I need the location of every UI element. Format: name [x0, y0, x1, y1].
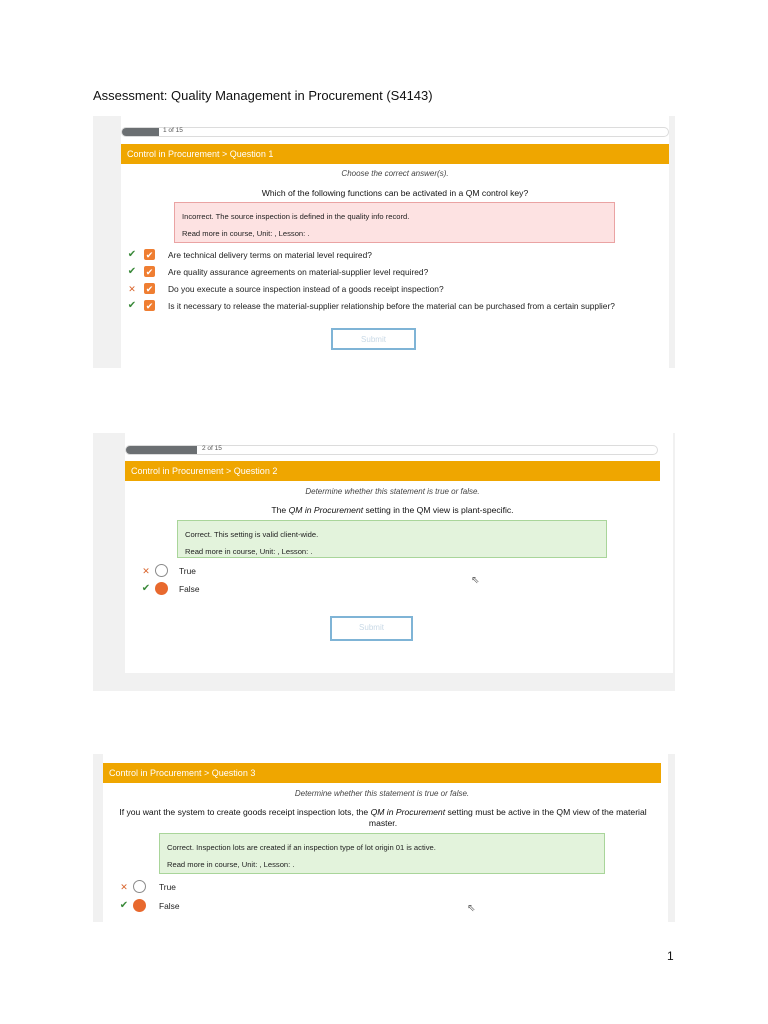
- page-number: 1: [667, 949, 674, 963]
- feedback-correct: [159, 833, 605, 874]
- option-label: False: [179, 584, 200, 594]
- radio-button-selected[interactable]: [155, 582, 168, 595]
- option-label: Are quality assurance agreements on material-supplier level required?: [168, 267, 429, 277]
- question-3-card: [103, 754, 668, 922]
- feedback-read-more: Read more in course, Unit: , Lesson: .: [182, 229, 310, 238]
- x-mark-icon: ✕: [128, 284, 136, 294]
- progress-fill: [126, 446, 197, 454]
- checkbox-checked[interactable]: ✔: [145, 250, 154, 260]
- checkmark-icon: ✔: [141, 583, 151, 594]
- progress-bar: [125, 445, 658, 455]
- question-text-end: setting must be active in the QM view of the material master.: [368, 807, 647, 828]
- progress-bar: [121, 127, 669, 137]
- document-title: Assessment: Quality Management in Procurement (S4143): [93, 88, 433, 103]
- question-header: Control in Procurement > Question 2: [125, 461, 660, 481]
- instruction-text: Determine whether this statement is true or false.: [294, 789, 470, 798]
- question-2-card: [125, 433, 673, 673]
- feedback-message: Incorrect. The source inspection is defined in the quality info record.: [182, 212, 410, 221]
- checkmark-icon: ✔: [127, 300, 137, 311]
- progress-text: 2 of 15: [202, 445, 222, 452]
- radio-button-selected[interactable]: [133, 899, 146, 912]
- feedback-incorrect: [174, 202, 615, 243]
- question-text: [125, 505, 660, 516]
- question-3-screenshot: [93, 754, 675, 922]
- answer-option[interactable]: [127, 248, 667, 262]
- option-label: False: [159, 901, 180, 911]
- mouse-pointer-icon: ⇖: [471, 575, 480, 586]
- progress-fill: [122, 128, 159, 136]
- checkmark-icon: ✔: [127, 249, 137, 260]
- checkbox-checked[interactable]: ✔: [145, 284, 154, 294]
- question-text-emphasis: QM in Procurement: [288, 505, 364, 515]
- submit-button[interactable]: Submit: [330, 616, 413, 641]
- option-label: Are technical delivery terms on material level required?: [168, 250, 372, 260]
- answer-option[interactable]: [119, 899, 319, 913]
- radio-button[interactable]: [133, 880, 146, 893]
- answer-option[interactable]: [141, 564, 341, 578]
- answer-option[interactable]: [119, 880, 319, 894]
- radio-button[interactable]: [155, 564, 168, 577]
- question-text: [105, 807, 661, 829]
- checkbox-checked[interactable]: ✔: [145, 267, 154, 277]
- question-header: Control in Procurement > Question 1: [121, 144, 669, 164]
- question-text-emphasis: QM in Procurement: [370, 807, 446, 817]
- question-1-card: [121, 116, 669, 368]
- question-header: Control in Procurement > Question 3: [103, 763, 661, 783]
- mouse-pointer-icon: ⇖: [467, 903, 476, 914]
- checkmark-icon: ✔: [127, 266, 137, 277]
- checkbox-checked[interactable]: ✔: [145, 301, 154, 311]
- progress-text: 1 of 15: [163, 127, 183, 134]
- feedback-correct: [177, 520, 607, 558]
- option-label: True: [179, 566, 196, 576]
- feedback-message: Correct. This setting is valid client-wide.: [185, 530, 319, 539]
- instruction-text: Choose the correct answer(s).: [341, 169, 449, 178]
- option-label: True: [159, 882, 176, 892]
- feedback-message: Correct. Inspection lots are created if an inspection type of lot origin 01 is active.: [167, 843, 436, 852]
- question-text-start: If you want the system to create goods receipt inspection lots, the: [119, 807, 371, 817]
- question-1-screenshot: [93, 116, 675, 368]
- question-2-screenshot: [93, 433, 675, 691]
- x-mark-icon: ✕: [120, 882, 128, 892]
- feedback-read-more: Read more in course, Unit: , Lesson: .: [185, 547, 313, 556]
- question-text-start: The: [271, 505, 289, 515]
- option-label: Do you execute a source inspection instead of a goods receipt inspection?: [168, 284, 444, 294]
- answer-option[interactable]: [127, 282, 667, 296]
- instruction-text: Determine whether this statement is true or false.: [305, 487, 480, 496]
- question-text: Which of the following functions can be activated in a QM control key?: [261, 188, 529, 198]
- answer-option[interactable]: [127, 265, 667, 279]
- answer-option[interactable]: [141, 582, 341, 596]
- answer-option[interactable]: [127, 299, 667, 313]
- checkmark-icon: ✔: [119, 900, 129, 911]
- x-mark-icon: ✕: [142, 566, 150, 576]
- submit-button[interactable]: Submit: [331, 328, 416, 350]
- option-label: Is it necessary to release the material-supplier relationship before the material can be purchased from a certain supplier?: [168, 301, 615, 311]
- question-text-end: setting in the QM view is plant-specific.: [363, 505, 514, 515]
- feedback-read-more: Read more in course, Unit: , Lesson: .: [167, 860, 295, 869]
